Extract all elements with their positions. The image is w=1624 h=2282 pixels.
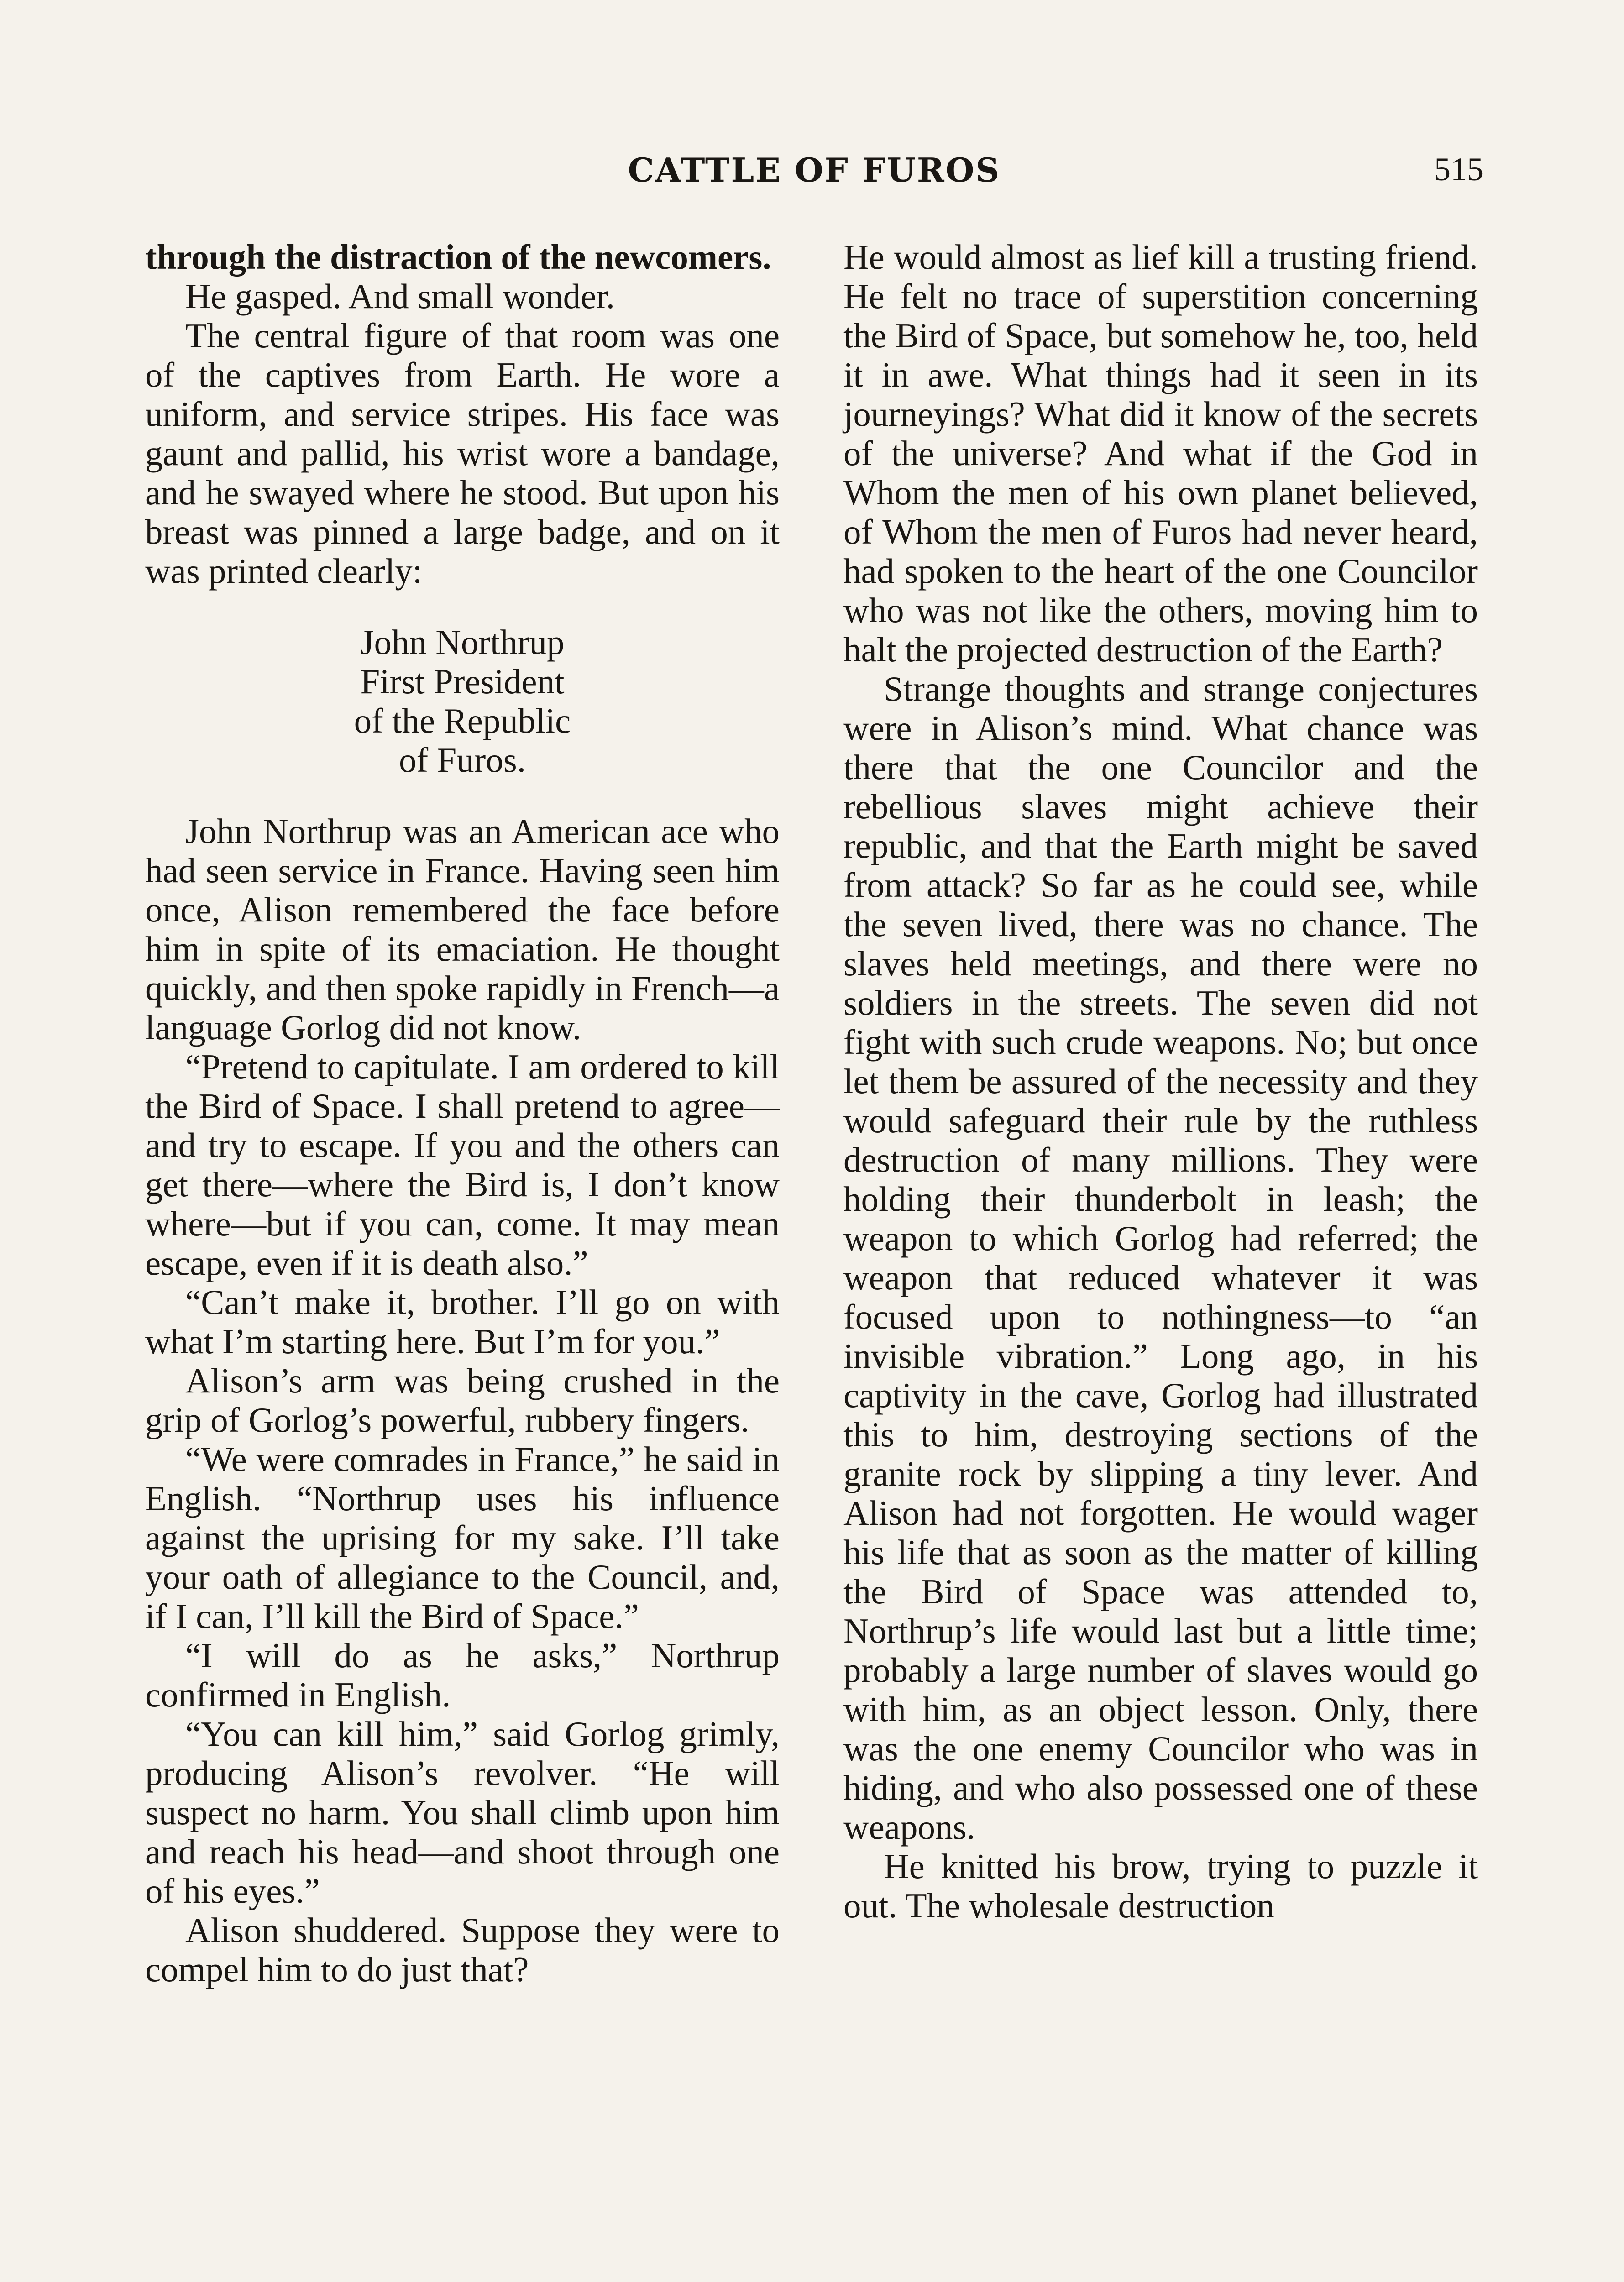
- paragraph: “We were comrades in France,” he said in English. “Northrup uses his influence against the uprising for my sake. I’ll take your oath of allegiance to the Council, and, if I can, I’ll kill the Bird of Space.”: [145, 1439, 780, 1636]
- paragraph: Alison’s arm was being crushed in the grip of Gorlog’s powerful, rubbery fingers.: [145, 1361, 780, 1439]
- page-number: 515: [1434, 151, 1483, 188]
- paragraph: “Can’t make it, brother. I’ll go on with what I’m starting here. But I’m for you.”: [145, 1282, 780, 1361]
- paragraph: “You can kill him,” said Gorlog grimly, producing Alison’s revolver. “He will suspect no harm. You shall climb upon him and reach his head—and shoot through one of his eyes.”: [145, 1714, 780, 1910]
- paragraph: Strange thoughts and strange conjectures were in Alison’s mind. What chance was there that the one Councilor and the rebellious slaves might achieve their republic, and that the Earth might be saved from attack? So far as he could see, while the seven lived, there was no chance. The slaves held meetings, and there were no soldiers in the streets. The seven did not fight with such crude weapons. No; but once let them be assured of the necessity and they would safeguard their rule by the ruthless destruction of many millions. They were holding their thunderbolt in leash; the weapon to which Gorlog had referred; the weapon that reduced whatever it was focused upon to nothingness—to “an invisible vibration.” Long ago, in his captivity in the cave, Gorlog had illustrated this to him, destroying sections of the granite rock by slipping a tiny lever. And Alison had not forgotten. He would wager his life that as soon as the matter of killing the Bird of Space was attended to, Northrup’s life would last but a little time; probably a large number of slaves would go with him, as an object lesson. Only, there was the one enemy Councilor who was in hiding, and who also possessed one of these weapons.: [843, 669, 1478, 1847]
- paragraph: He gasped. And small wonder.: [185, 277, 615, 316]
- paragraph: John Northrup was an American ace who had seen service in France. Having seen him once, Alison remembered the face before him in spite of its emaciation. He thought quickly, and then spoke rapidly in French—a language Gorlog did not know.: [145, 811, 780, 1047]
- page-header: [145, 147, 1483, 197]
- right-column: [843, 237, 1478, 1925]
- badge-inscription: [145, 623, 780, 780]
- badge-line: First President: [360, 662, 565, 701]
- badge-line: John Northrup: [360, 623, 565, 662]
- paragraph: He knitted his brow, trying to puzzle it out. The wholesale destruction: [843, 1847, 1478, 1925]
- badge-line: of the Republic: [354, 701, 571, 740]
- paragraph: The central figure of that room was one of the captives from Earth. He wore a uniform, and service stripes. His face was gaunt and pallid, his wrist wore a bandage, and he swayed where he stood. But upon his breast was pinned a large badge, and on it was printed clearly:: [145, 316, 780, 591]
- paragraph: He would almost as lief kill a trusting friend. He felt no trace of superstition concerning the Bird of Space, but somehow he, too, held it in awe. What things had it seen in its journeyings? What did it know of the secrets of the universe? And what if the God in Whom the men of his own planet believed, of Whom the men of Furos had never heard, had spoken to the heart of the one Councilor who was not like the others, moving him to halt the projected destruction of the Earth?: [843, 237, 1478, 669]
- running-title: CATTLE OF FUROS: [628, 151, 1001, 189]
- paragraph: “Pretend to capitulate. I am ordered to kill the Bird of Space. I shall pretend to agree—and try to escape. If you and the others can get there—where the Bird is, I don’t know where—but if you can, come. It may mean escape, even if it is death also.”: [145, 1047, 780, 1282]
- paragraph: Alison shuddered. Suppose they were to compel him to do just that?: [145, 1910, 780, 1989]
- left-column: [145, 237, 780, 1989]
- badge-line: of Furos.: [398, 740, 526, 780]
- paragraph: “I will do as he asks,” Northrup confirmed in English.: [145, 1636, 780, 1714]
- paragraph: through the distraction of the newcomers.: [145, 237, 771, 277]
